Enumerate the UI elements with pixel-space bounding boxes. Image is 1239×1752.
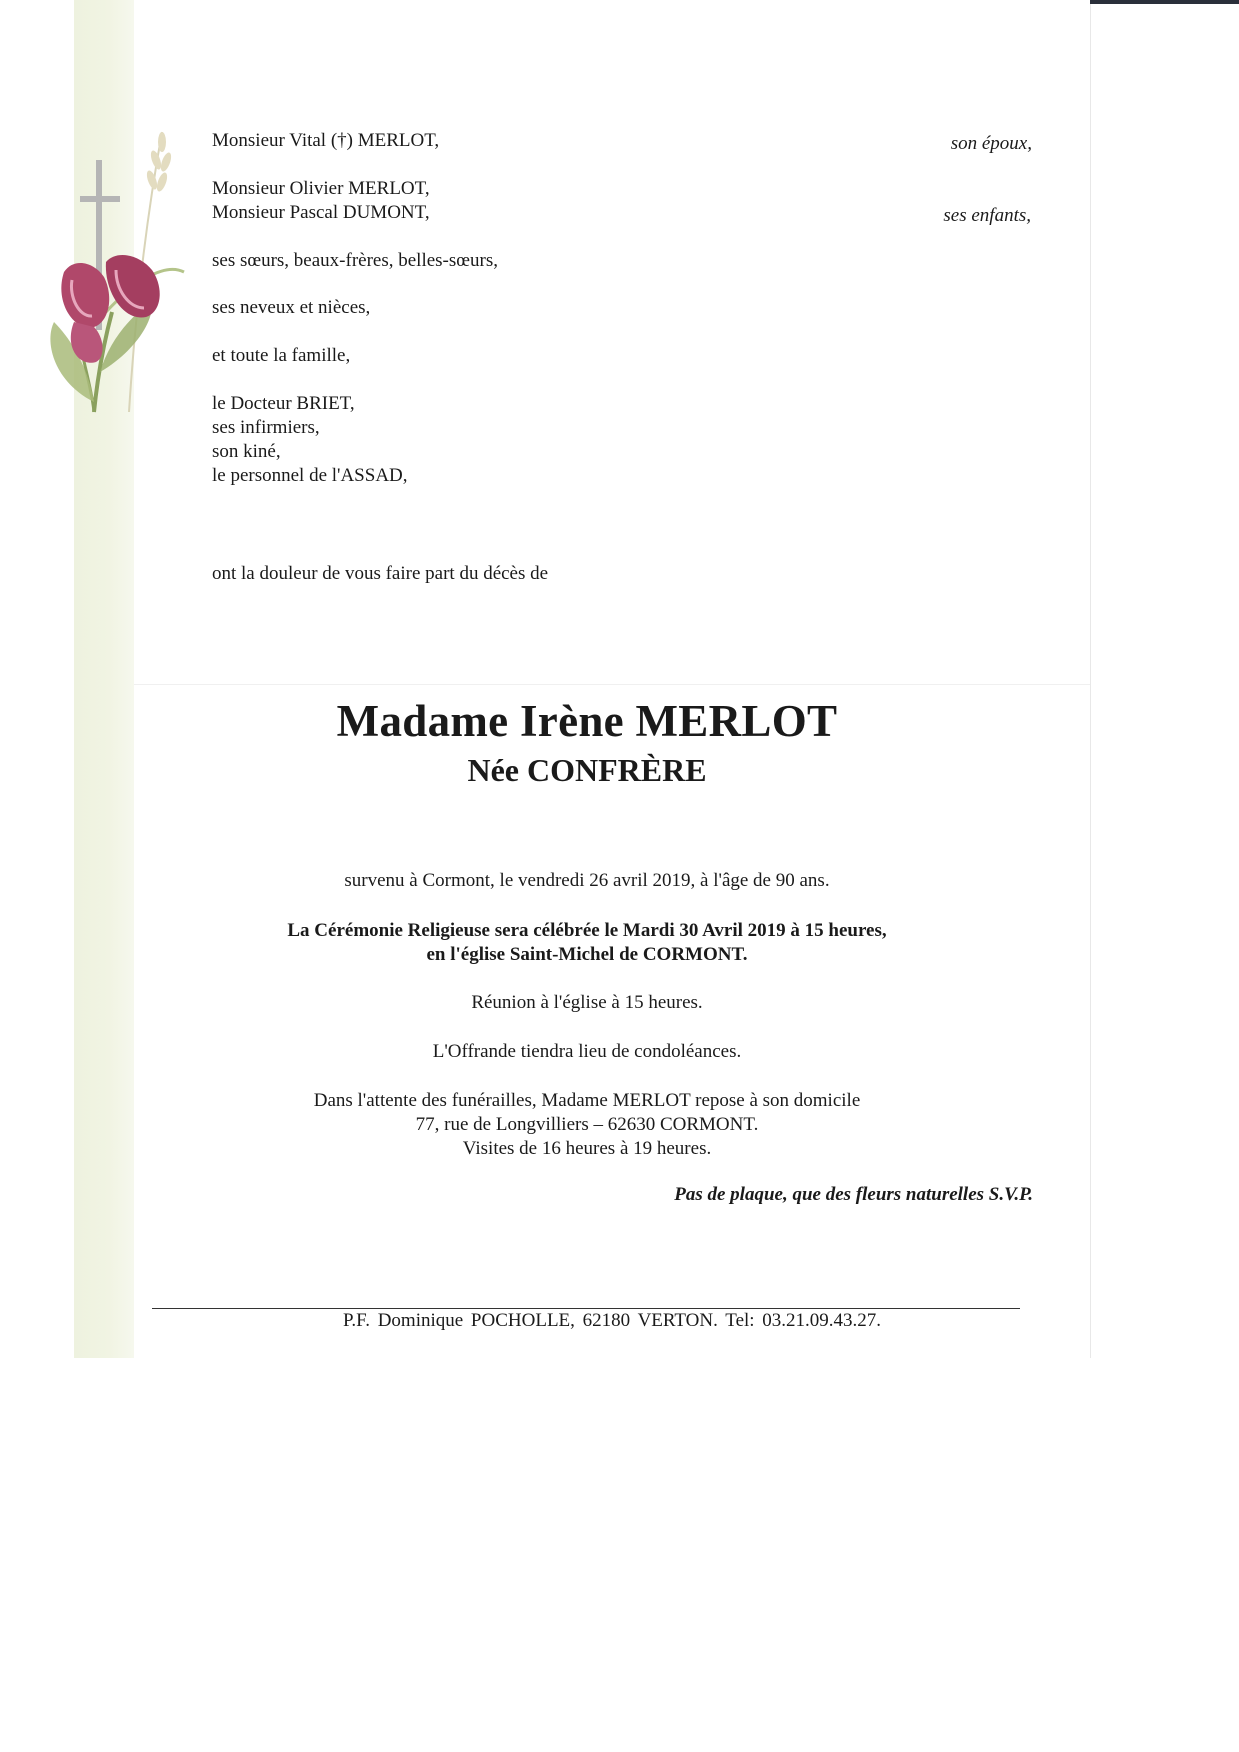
scan-edge-mark [1090, 0, 1239, 4]
family-all: et toute la famille, [212, 345, 351, 366]
funeral-home-footer: P.F. Dominique POCHOLLE, 62180 VERTON. Tel: 03.21.09.43.27. [342, 1310, 882, 1331]
family-nurses: ses infirmiers, [212, 417, 320, 438]
offering-details: L'Offrande tiendra lieu de condoléances. [432, 1041, 742, 1062]
family-child-2: Monsieur Pascal DUMONT, [212, 202, 430, 223]
cross-and-calla-lily-illustration [34, 112, 194, 472]
death-details: survenu à Cormont, le vendredi 26 avril 2019, à l'âge de 90 ans. [344, 870, 830, 891]
deceased-maiden-name: Née CONFRÈRE [467, 752, 707, 788]
flowers-note: Pas de plaque, que des fleurs naturelles S.V.P. [674, 1184, 1033, 1205]
rest-line-3: Visites de 16 heures à 19 heures. [462, 1138, 712, 1159]
role-children: ses enfants, [943, 205, 1031, 226]
family-physio: son kiné, [212, 441, 281, 462]
meeting-details: Réunion à l'église à 15 heures. [471, 992, 703, 1013]
fold-line [134, 684, 1090, 685]
rest-line-2: 77, rue de Longvilliers – 62630 CORMONT. [415, 1114, 759, 1135]
family-child-1: Monsieur Olivier MERLOT, [212, 178, 430, 199]
family-staff: le personnel de l'ASSAD, [212, 465, 408, 486]
rest-line-1: Dans l'attente des funérailles, Madame MERLOT repose à son domicile [313, 1090, 861, 1111]
family-siblings: ses sœurs, beaux-frères, belles-sœurs, [212, 250, 498, 271]
family-doctor: le Docteur BRIET, [212, 393, 355, 414]
footer-divider [152, 1308, 1020, 1309]
family-husband: Monsieur Vital (†) MERLOT, [212, 130, 440, 151]
announcement-text: ont la douleur de vous faire part du décès de [212, 563, 549, 584]
deceased-name: Madame Irène MERLOT [336, 696, 838, 746]
ceremony-line-2: en l'église Saint-Michel de CORMONT. [426, 944, 748, 965]
ceremony-line-1: La Cérémonie Religieuse sera célébrée le Mardi 30 Avril 2019 à 15 heures, [287, 920, 887, 941]
role-husband: son époux, [950, 133, 1032, 154]
family-nephews: ses neveux et nièces, [212, 297, 371, 318]
page-edge [1090, 0, 1091, 1358]
